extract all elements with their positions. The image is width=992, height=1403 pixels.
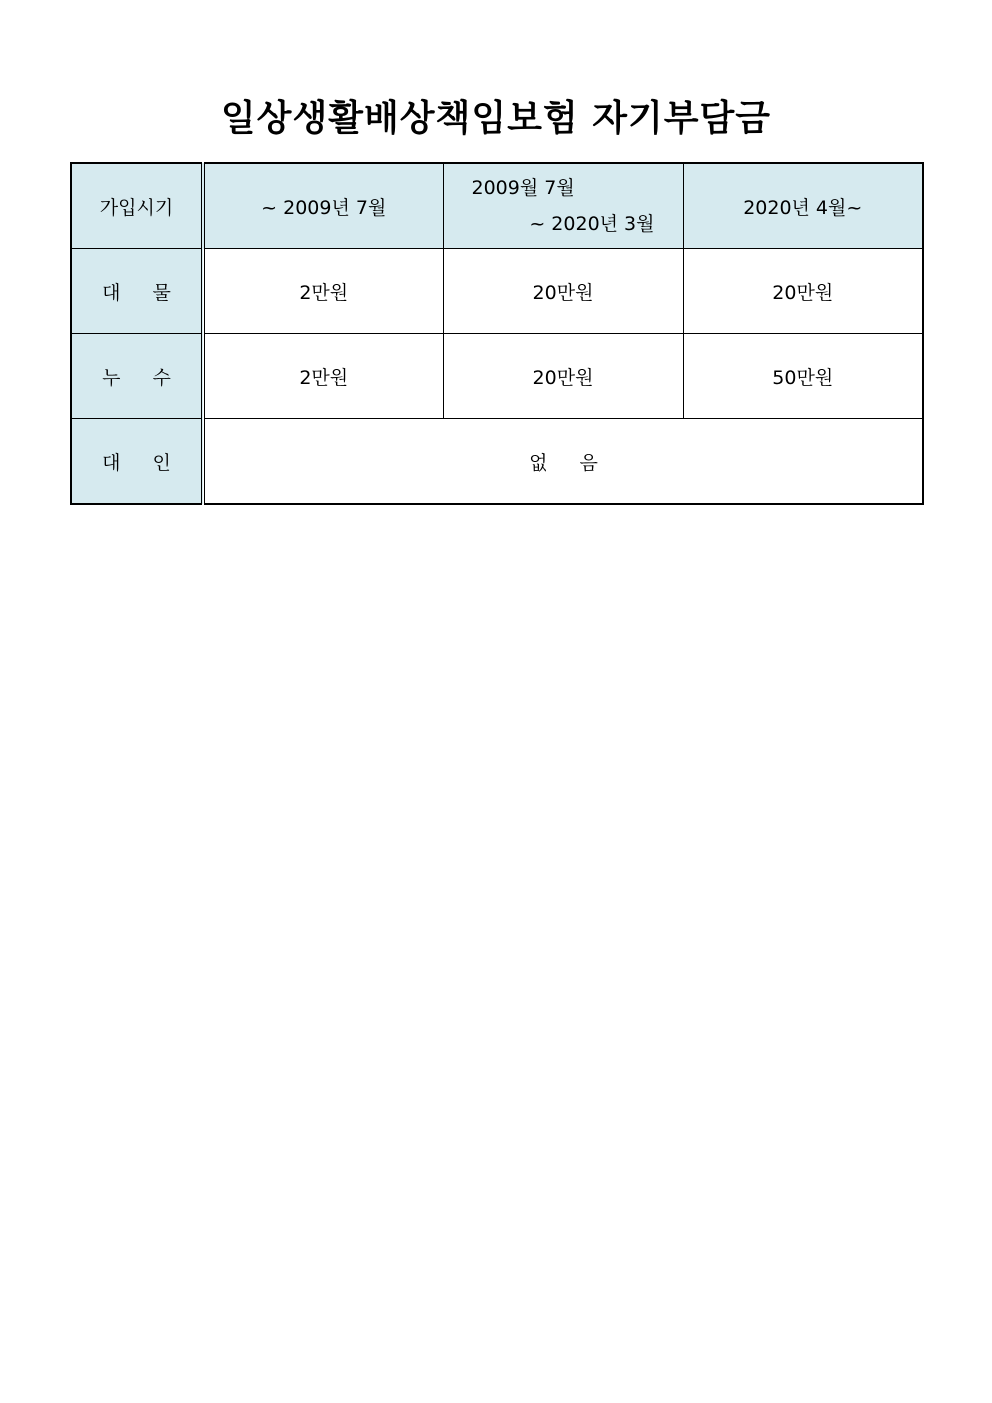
table-row-leak <box>71 334 923 419</box>
row-label-property: 대 물 <box>71 249 203 334</box>
period-cell-1 <box>203 163 443 249</box>
table-cell: 20만원 <box>683 249 923 334</box>
table-cell: 2만원 <box>203 249 443 334</box>
document-title: 일상생활배상책임보험 자기부담금 <box>220 98 772 139</box>
period-2-line1: 2009월 7월 <box>471 177 575 199</box>
period-3-text: 2020년 4월~ <box>743 196 863 219</box>
period-cell-3 <box>683 163 923 249</box>
table-cell: 50만원 <box>683 334 923 419</box>
table-header-row <box>71 163 923 249</box>
table-row-property <box>71 249 923 334</box>
merged-value-cell: 없 음 <box>203 419 923 505</box>
table-cell: 2만원 <box>203 334 443 419</box>
period-1-text: ~ 2009년 7월 <box>261 196 387 219</box>
table-cell: 20만원 <box>443 334 683 419</box>
table-cell: 20만원 <box>443 249 683 334</box>
period-cell-2 <box>443 163 683 249</box>
deductible-table <box>70 162 924 505</box>
header-label-cell <box>71 163 203 249</box>
table-row-bodily <box>71 419 923 505</box>
row-label-leak: 누 수 <box>71 334 203 419</box>
header-label: 가입시기 <box>99 196 174 219</box>
period-2-line2: ~ 2020년 3월 <box>529 213 655 235</box>
row-label-bodily: 대 인 <box>71 419 203 505</box>
